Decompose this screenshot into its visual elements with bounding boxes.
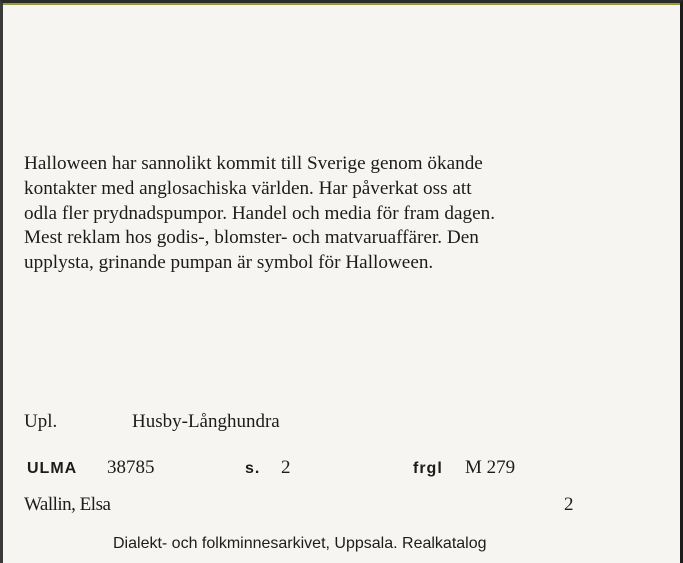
card-body-text <box>24 152 674 276</box>
card-top-edge <box>3 3 680 5</box>
reference-row <box>27 457 667 481</box>
archive-number: 38785 <box>107 457 155 478</box>
informant-name: Wallin, Elsa <box>24 494 111 515</box>
questionnaire-label: frgl <box>413 460 443 477</box>
archive-label: ULMA <box>27 460 78 477</box>
province-abbrev: Upl. <box>24 411 58 432</box>
card-count: 2 <box>564 494 574 515</box>
body-line: Halloween har sannolikt kommit till Sverige genom ökande <box>24 153 483 174</box>
body-line: upplysta, grinande pumpan är symbol för Halloween. <box>24 252 434 274</box>
informant-row <box>24 494 584 520</box>
body-line: kontakter med anglosachiska världen. Har påverkat oss att <box>24 177 472 199</box>
body-line: odla fler prydnadspumpor. Handel och media för fram dagen. <box>24 202 496 224</box>
questionnaire-number: M 279 <box>465 457 516 478</box>
archive-footer: Dialekt- och folkminnesarkivet, Uppsala. Realkatalog <box>113 535 487 552</box>
parish-name: Husby-Långhundra <box>132 411 280 432</box>
page-number: 2 <box>281 457 291 478</box>
page-label: s. <box>245 460 261 477</box>
body-line: Mest reklam hos godis-, blomster- och matvaruaffärer. Den <box>24 227 479 249</box>
